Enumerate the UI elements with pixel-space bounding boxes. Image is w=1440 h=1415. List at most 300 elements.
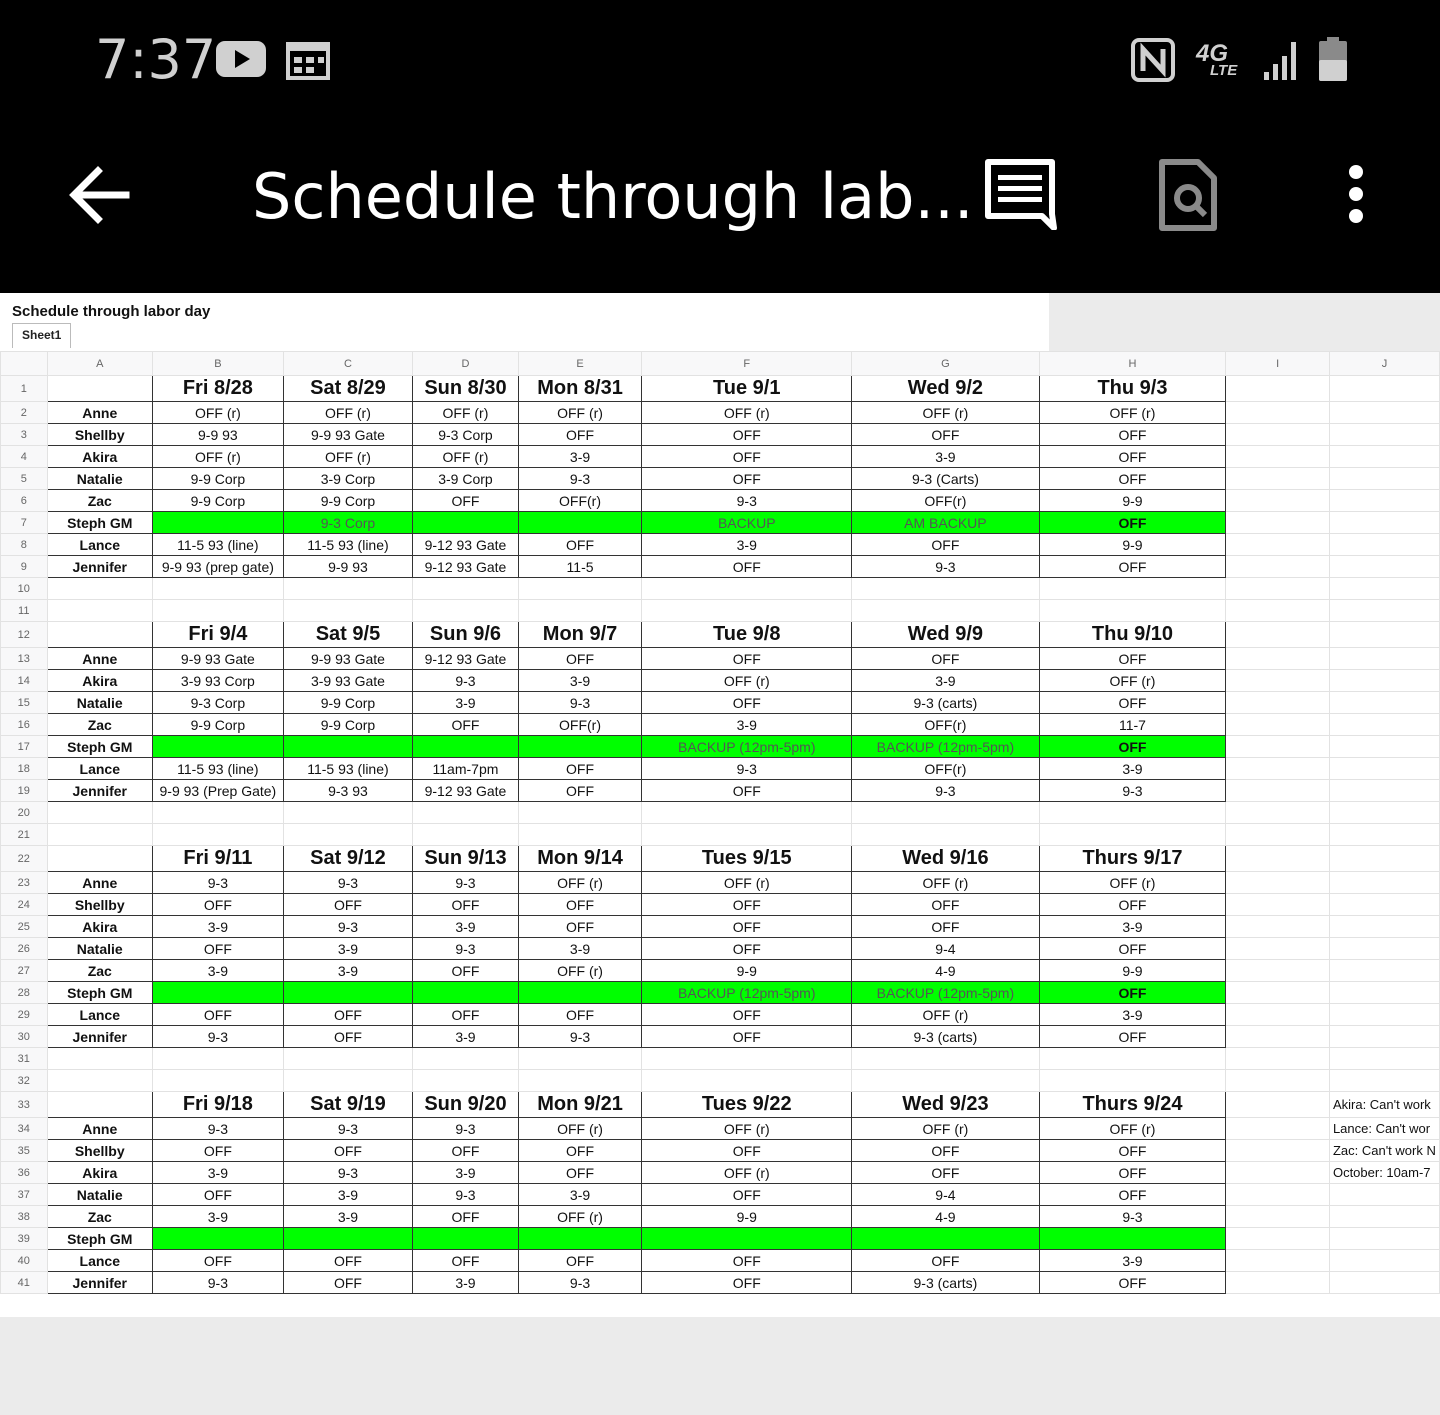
employee-name-cell[interactable]: Jennifer (47, 1026, 152, 1048)
empty-cell[interactable] (1226, 938, 1330, 960)
row-number[interactable]: 10 (1, 578, 48, 600)
empty-cell[interactable] (1226, 424, 1330, 446)
empty-cell[interactable] (1329, 534, 1439, 556)
row-number[interactable]: 34 (1, 1118, 48, 1140)
date-header-cell[interactable]: Sat 9/19 (283, 1092, 412, 1118)
shift-cell[interactable]: 9-9 Corp (283, 714, 412, 736)
empty-cell[interactable] (852, 578, 1039, 600)
shift-cell[interactable]: OFF (1039, 1026, 1226, 1048)
shift-cell[interactable]: OFF (152, 894, 283, 916)
row-number[interactable]: 5 (1, 468, 48, 490)
shift-cell[interactable]: OFF (642, 446, 852, 468)
empty-cell[interactable] (1329, 960, 1439, 982)
shift-cell[interactable]: OFF (r) (283, 402, 412, 424)
column-header[interactable]: A (47, 352, 152, 376)
shift-cell[interactable]: OFF (r) (518, 960, 641, 982)
shift-cell[interactable]: OFF (152, 938, 283, 960)
empty-cell[interactable] (1329, 982, 1439, 1004)
empty-cell[interactable] (1329, 1070, 1439, 1092)
shift-cell[interactable]: OFF (r) (518, 402, 641, 424)
row-number[interactable]: 6 (1, 490, 48, 512)
shift-cell[interactable]: OFF (852, 424, 1039, 446)
shift-cell[interactable]: OFF (642, 424, 852, 446)
employee-name-cell[interactable]: Steph GM (47, 512, 152, 534)
column-header[interactable]: D (413, 352, 519, 376)
empty-cell[interactable] (1226, 512, 1330, 534)
empty-cell[interactable] (1329, 1004, 1439, 1026)
shift-cell[interactable]: 11-7 (1039, 714, 1226, 736)
empty-cell[interactable] (1226, 1162, 1330, 1184)
date-header-cell[interactable]: Sat 9/5 (283, 622, 412, 648)
empty-cell[interactable] (1226, 376, 1330, 402)
empty-cell[interactable] (283, 1048, 412, 1070)
shift-cell[interactable]: 11-5 93 (line) (283, 534, 412, 556)
shift-cell[interactable]: OFF (518, 780, 641, 802)
shift-cell[interactable]: BACKUP (642, 512, 852, 534)
empty-cell[interactable] (1226, 1250, 1330, 1272)
shift-cell[interactable]: OFF (r) (852, 1004, 1039, 1026)
date-header-cell[interactable]: Sun 9/6 (413, 622, 519, 648)
shift-cell[interactable]: OFF (518, 648, 641, 670)
empty-cell[interactable] (1039, 600, 1226, 622)
column-header[interactable]: F (642, 352, 852, 376)
shift-cell[interactable]: 9-3 (413, 938, 519, 960)
row-number[interactable]: 4 (1, 446, 48, 468)
empty-cell[interactable] (1226, 1092, 1330, 1118)
shift-cell[interactable]: OFF (642, 894, 852, 916)
empty-cell[interactable] (1329, 468, 1439, 490)
shift-cell[interactable]: OFF (r) (413, 402, 519, 424)
column-header[interactable]: B (152, 352, 283, 376)
shift-cell[interactable]: OFF (642, 468, 852, 490)
shift-cell[interactable]: OFF (1039, 1140, 1226, 1162)
note-cell[interactable]: October: 10am-7 (1329, 1162, 1439, 1184)
shift-cell[interactable]: 11-5 93 (line) (283, 758, 412, 780)
shift-cell[interactable]: OFF(r) (518, 490, 641, 512)
shift-cell[interactable]: OFF(r) (852, 714, 1039, 736)
date-header-cell[interactable]: Fri 9/18 (152, 1092, 283, 1118)
empty-cell[interactable] (283, 600, 412, 622)
employee-name-cell[interactable]: Anne (47, 1118, 152, 1140)
row-number[interactable]: 39 (1, 1228, 48, 1250)
empty-cell[interactable] (1329, 824, 1439, 846)
employee-name-cell[interactable]: Natalie (47, 1184, 152, 1206)
shift-cell[interactable]: 9-3 (283, 1118, 412, 1140)
empty-cell[interactable] (1226, 622, 1330, 648)
date-header-cell[interactable]: Tues 9/15 (642, 846, 852, 872)
shift-cell[interactable]: BACKUP (12pm-5pm) (852, 736, 1039, 758)
date-header-cell[interactable]: Mon 9/14 (518, 846, 641, 872)
shift-cell[interactable]: 9-3 (1039, 1206, 1226, 1228)
shift-cell[interactable] (413, 982, 519, 1004)
shift-cell[interactable]: 3-9 (518, 1184, 641, 1206)
shift-cell[interactable]: 9-9 93 (283, 556, 412, 578)
empty-cell[interactable] (1329, 846, 1439, 872)
shift-cell[interactable]: OFF (152, 1250, 283, 1272)
column-header[interactable]: J (1329, 352, 1439, 376)
employee-name-cell[interactable]: Akira (47, 446, 152, 468)
date-header-cell[interactable]: Mon 8/31 (518, 376, 641, 402)
note-cell[interactable]: Lance: Can't wor (1329, 1118, 1439, 1140)
row-number[interactable]: 41 (1, 1272, 48, 1294)
empty-cell[interactable] (1329, 938, 1439, 960)
employee-name-cell[interactable]: Steph GM (47, 1228, 152, 1250)
row-number[interactable]: 17 (1, 736, 48, 758)
shift-cell[interactable]: 9-3 (413, 670, 519, 692)
empty-cell[interactable] (518, 802, 641, 824)
shift-cell[interactable]: OFF (283, 1026, 412, 1048)
empty-cell[interactable] (518, 578, 641, 600)
shift-cell[interactable]: 9-3 (carts) (852, 1272, 1039, 1294)
shift-cell[interactable]: 3-9 93 Gate (283, 670, 412, 692)
shift-cell[interactable]: AM BACKUP (852, 512, 1039, 534)
shift-cell[interactable] (413, 1228, 519, 1250)
shift-cell[interactable]: 9-3 (852, 780, 1039, 802)
shift-cell[interactable]: OFF (852, 534, 1039, 556)
empty-cell[interactable] (413, 578, 519, 600)
employee-name-cell[interactable] (47, 1092, 152, 1118)
empty-cell[interactable] (1039, 1070, 1226, 1092)
shift-cell[interactable]: OFF (283, 1250, 412, 1272)
shift-cell[interactable]: 9-3 93 (283, 780, 412, 802)
empty-cell[interactable] (1226, 1140, 1330, 1162)
date-header-cell[interactable]: Thu 9/3 (1039, 376, 1226, 402)
empty-cell[interactable] (852, 600, 1039, 622)
shift-cell[interactable]: BACKUP (12pm-5pm) (852, 982, 1039, 1004)
shift-cell[interactable] (283, 1228, 412, 1250)
empty-cell[interactable] (852, 824, 1039, 846)
shift-cell[interactable]: 9-3 (852, 556, 1039, 578)
empty-cell[interactable] (1226, 534, 1330, 556)
empty-cell[interactable] (642, 600, 852, 622)
shift-cell[interactable]: 9-3 (152, 1118, 283, 1140)
shift-cell[interactable]: 3-9 (1039, 916, 1226, 938)
shift-cell[interactable]: 11am-7pm (413, 758, 519, 780)
shift-cell[interactable]: OFF (283, 1004, 412, 1026)
shift-cell[interactable]: OFF (642, 916, 852, 938)
empty-cell[interactable] (1329, 894, 1439, 916)
empty-cell[interactable] (47, 1048, 152, 1070)
sheet-tab[interactable]: Sheet1 (12, 323, 71, 348)
employee-name-cell[interactable]: Lance (47, 534, 152, 556)
empty-cell[interactable] (1329, 648, 1439, 670)
shift-cell[interactable]: OFF (152, 1184, 283, 1206)
shift-cell[interactable]: OFF (413, 1004, 519, 1026)
shift-cell[interactable]: 9-3 (283, 872, 412, 894)
empty-cell[interactable] (413, 824, 519, 846)
spreadsheet-grid[interactable] (0, 351, 1440, 1317)
empty-cell[interactable] (47, 1070, 152, 1092)
shift-cell[interactable]: 3-9 (152, 916, 283, 938)
shift-cell[interactable]: OFF (413, 714, 519, 736)
empty-cell[interactable] (1226, 670, 1330, 692)
empty-cell[interactable] (642, 824, 852, 846)
shift-cell[interactable]: OFF (518, 1004, 641, 1026)
shift-cell[interactable]: OFF (642, 692, 852, 714)
shift-cell[interactable]: 4-9 (852, 960, 1039, 982)
date-header-cell[interactable]: Sat 9/12 (283, 846, 412, 872)
employee-name-cell[interactable]: Shellby (47, 1140, 152, 1162)
shift-cell[interactable]: OFF (r) (642, 1118, 852, 1140)
shift-cell[interactable]: 11-5 (518, 556, 641, 578)
shift-cell[interactable]: 9-3 (413, 872, 519, 894)
shift-cell[interactable]: 3-9 (518, 446, 641, 468)
empty-cell[interactable] (152, 600, 283, 622)
shift-cell[interactable]: OFF (642, 1250, 852, 1272)
shift-cell[interactable]: OFF (r) (413, 446, 519, 468)
shift-cell[interactable]: 9-3 (Carts) (852, 468, 1039, 490)
row-number[interactable]: 23 (1, 872, 48, 894)
employee-name-cell[interactable]: Anne (47, 648, 152, 670)
empty-cell[interactable] (1226, 446, 1330, 468)
shift-cell[interactable]: 3-9 (283, 1184, 412, 1206)
empty-cell[interactable] (283, 824, 412, 846)
employee-name-cell[interactable]: Jennifer (47, 780, 152, 802)
empty-cell[interactable] (642, 1048, 852, 1070)
empty-cell[interactable] (1329, 1250, 1439, 1272)
date-header-cell[interactable]: Thu 9/10 (1039, 622, 1226, 648)
row-number[interactable]: 14 (1, 670, 48, 692)
shift-cell[interactable]: OFF (852, 1162, 1039, 1184)
employee-name-cell[interactable]: Akira (47, 670, 152, 692)
shift-cell[interactable]: 3-9 Corp (413, 468, 519, 490)
shift-cell[interactable]: OFF (642, 1004, 852, 1026)
shift-cell[interactable]: 9-3 (283, 916, 412, 938)
shift-cell[interactable]: OFF(r) (852, 490, 1039, 512)
shift-cell[interactable]: 3-9 (1039, 1004, 1226, 1026)
shift-cell[interactable] (518, 736, 641, 758)
date-header-cell[interactable]: Thurs 9/17 (1039, 846, 1226, 872)
shift-cell[interactable]: 3-9 (283, 938, 412, 960)
shift-cell[interactable]: 9-3 (642, 490, 852, 512)
row-number[interactable]: 13 (1, 648, 48, 670)
date-header-cell[interactable]: Sun 9/13 (413, 846, 519, 872)
row-number[interactable]: 15 (1, 692, 48, 714)
shift-cell[interactable]: OFF (1039, 894, 1226, 916)
row-number[interactable]: 9 (1, 556, 48, 578)
empty-cell[interactable] (1226, 846, 1330, 872)
empty-cell[interactable] (1329, 376, 1439, 402)
shift-cell[interactable]: 9-3 (152, 1272, 283, 1294)
row-number[interactable]: 12 (1, 622, 48, 648)
empty-cell[interactable] (152, 1048, 283, 1070)
shift-cell[interactable]: OFF (852, 894, 1039, 916)
row-number[interactable]: 38 (1, 1206, 48, 1228)
shift-cell[interactable]: OFF (r) (852, 872, 1039, 894)
shift-cell[interactable]: 9-9 Corp (283, 490, 412, 512)
date-header-cell[interactable]: Fri 9/4 (152, 622, 283, 648)
row-number[interactable]: 18 (1, 758, 48, 780)
column-header[interactable]: H (1039, 352, 1226, 376)
shift-cell[interactable]: OFF (r) (152, 446, 283, 468)
empty-cell[interactable] (852, 802, 1039, 824)
shift-cell[interactable]: 3-9 (413, 1026, 519, 1048)
shift-cell[interactable]: OFF (413, 1140, 519, 1162)
empty-cell[interactable] (1329, 600, 1439, 622)
row-number[interactable]: 37 (1, 1184, 48, 1206)
shift-cell[interactable]: 9-3 Corp (152, 692, 283, 714)
date-header-cell[interactable]: Mon 9/21 (518, 1092, 641, 1118)
shift-cell[interactable]: OFF (1039, 1272, 1226, 1294)
empty-cell[interactable] (152, 824, 283, 846)
shift-cell[interactable]: OFF (642, 780, 852, 802)
empty-cell[interactable] (1039, 1048, 1226, 1070)
empty-cell[interactable] (1226, 780, 1330, 802)
empty-cell[interactable] (1226, 1070, 1330, 1092)
shift-cell[interactable]: 3-9 (283, 960, 412, 982)
date-header-cell[interactable]: Sun 8/30 (413, 376, 519, 402)
shift-cell[interactable]: OFF (r) (1039, 1118, 1226, 1140)
column-header[interactable]: E (518, 352, 641, 376)
shift-cell[interactable]: OFF (518, 424, 641, 446)
shift-cell[interactable]: 9-9 93 (152, 424, 283, 446)
row-number[interactable]: 21 (1, 824, 48, 846)
shift-cell[interactable]: OFF (518, 1162, 641, 1184)
shift-cell[interactable]: 9-9 93 (prep gate) (152, 556, 283, 578)
shift-cell[interactable]: 9-9 Corp (152, 468, 283, 490)
shift-cell[interactable]: 3-9 (152, 1206, 283, 1228)
empty-cell[interactable] (413, 1070, 519, 1092)
row-number[interactable]: 7 (1, 512, 48, 534)
empty-cell[interactable] (1329, 1026, 1439, 1048)
date-header-cell[interactable]: Wed 9/9 (852, 622, 1039, 648)
empty-cell[interactable] (1226, 556, 1330, 578)
column-header[interactable]: C (283, 352, 412, 376)
empty-cell[interactable] (1039, 802, 1226, 824)
row-number[interactable]: 32 (1, 1070, 48, 1092)
shift-cell[interactable]: 3-9 (413, 692, 519, 714)
shift-cell[interactable]: OFF (518, 916, 641, 938)
shift-cell[interactable] (413, 736, 519, 758)
empty-cell[interactable] (1329, 424, 1439, 446)
empty-cell[interactable] (518, 1048, 641, 1070)
shift-cell[interactable]: 9-3 (283, 1162, 412, 1184)
shift-cell[interactable]: OFF (852, 648, 1039, 670)
shift-cell[interactable]: 9-3 (518, 1272, 641, 1294)
empty-cell[interactable] (1226, 894, 1330, 916)
row-number[interactable]: 16 (1, 714, 48, 736)
empty-cell[interactable] (47, 802, 152, 824)
shift-cell[interactable]: OFF (642, 1272, 852, 1294)
row-number[interactable]: 11 (1, 600, 48, 622)
date-header-cell[interactable]: Sun 9/20 (413, 1092, 519, 1118)
employee-name-cell[interactable]: Natalie (47, 468, 152, 490)
row-number[interactable]: 40 (1, 1250, 48, 1272)
empty-cell[interactable] (1329, 1272, 1439, 1294)
employee-name-cell[interactable]: Steph GM (47, 736, 152, 758)
shift-cell[interactable]: 9-3 (152, 872, 283, 894)
empty-cell[interactable] (1226, 824, 1330, 846)
back-arrow-icon[interactable] (68, 165, 130, 225)
empty-cell[interactable] (1226, 1184, 1330, 1206)
note-cell[interactable]: Zac: Can't work N (1329, 1140, 1439, 1162)
shift-cell[interactable]: OFF (1039, 424, 1226, 446)
row-number[interactable]: 36 (1, 1162, 48, 1184)
shift-cell[interactable] (518, 512, 641, 534)
shift-cell[interactable]: OFF (1039, 446, 1226, 468)
date-header-cell[interactable]: Fri 8/28 (152, 376, 283, 402)
shift-cell[interactable]: OFF (r) (642, 1162, 852, 1184)
shift-cell[interactable]: 11-5 93 (line) (152, 534, 283, 556)
row-number[interactable]: 20 (1, 802, 48, 824)
shift-cell[interactable]: OFF (413, 894, 519, 916)
empty-cell[interactable] (518, 1070, 641, 1092)
empty-cell[interactable] (1226, 736, 1330, 758)
empty-cell[interactable] (642, 1070, 852, 1092)
empty-cell[interactable] (1226, 802, 1330, 824)
shift-cell[interactable]: 9-9 93 Gate (152, 648, 283, 670)
employee-name-cell[interactable]: Natalie (47, 692, 152, 714)
empty-cell[interactable] (1329, 780, 1439, 802)
shift-cell[interactable]: OFF (1039, 938, 1226, 960)
shift-cell[interactable]: OFF (1039, 468, 1226, 490)
empty-cell[interactable] (1226, 692, 1330, 714)
row-number[interactable]: 33 (1, 1092, 48, 1118)
employee-name-cell[interactable]: Zac (47, 960, 152, 982)
employee-name-cell[interactable]: Zac (47, 1206, 152, 1228)
date-header-cell[interactable]: Sat 8/29 (283, 376, 412, 402)
shift-cell[interactable]: 3-9 (642, 534, 852, 556)
empty-cell[interactable] (852, 1070, 1039, 1092)
row-number[interactable]: 27 (1, 960, 48, 982)
shift-cell[interactable]: OFF (413, 960, 519, 982)
empty-cell[interactable] (152, 578, 283, 600)
empty-cell[interactable] (413, 802, 519, 824)
row-number[interactable]: 28 (1, 982, 48, 1004)
empty-cell[interactable] (47, 824, 152, 846)
shift-cell[interactable]: OFF (r) (283, 446, 412, 468)
empty-cell[interactable] (1329, 736, 1439, 758)
empty-cell[interactable] (1226, 714, 1330, 736)
employee-name-cell[interactable]: Lance (47, 1004, 152, 1026)
shift-cell[interactable]: 9-3 Corp (283, 512, 412, 534)
date-header-cell[interactable]: Thurs 9/24 (1039, 1092, 1226, 1118)
empty-cell[interactable] (1329, 1184, 1439, 1206)
shift-cell[interactable]: OFF (r) (642, 872, 852, 894)
column-header[interactable]: I (1226, 352, 1330, 376)
employee-name-cell[interactable]: Akira (47, 1162, 152, 1184)
shift-cell[interactable]: OFF (r) (152, 402, 283, 424)
shift-cell[interactable]: OFF (r) (518, 1206, 641, 1228)
shift-cell[interactable]: 9-9 (642, 960, 852, 982)
shift-cell[interactable]: 9-3 (1039, 780, 1226, 802)
shift-cell[interactable] (642, 1228, 852, 1250)
empty-cell[interactable] (1226, 578, 1330, 600)
shift-cell[interactable] (518, 982, 641, 1004)
shift-cell[interactable]: OFF(r) (852, 758, 1039, 780)
empty-cell[interactable] (518, 600, 641, 622)
empty-cell[interactable] (1226, 1026, 1330, 1048)
shift-cell[interactable]: 3-9 (518, 938, 641, 960)
empty-cell[interactable] (1329, 802, 1439, 824)
employee-name-cell[interactable]: Natalie (47, 938, 152, 960)
employee-name-cell[interactable]: Jennifer (47, 1272, 152, 1294)
shift-cell[interactable]: 9-9 93 Gate (283, 424, 412, 446)
empty-cell[interactable] (1329, 916, 1439, 938)
shift-cell[interactable]: 9-4 (852, 938, 1039, 960)
empty-cell[interactable] (413, 600, 519, 622)
shift-cell[interactable]: BACKUP (12pm-5pm) (642, 736, 852, 758)
shift-cell[interactable]: OFF (518, 1140, 641, 1162)
find-in-page-icon[interactable] (1158, 158, 1218, 232)
shift-cell[interactable]: 9-9 93 (Prep Gate) (152, 780, 283, 802)
employee-name-cell[interactable]: Lance (47, 758, 152, 780)
shift-cell[interactable]: 9-3 Corp (413, 424, 519, 446)
shift-cell[interactable]: OFF (852, 916, 1039, 938)
shift-cell[interactable]: OFF (642, 648, 852, 670)
shift-cell[interactable]: OFF (r) (1039, 872, 1226, 894)
date-header-cell[interactable]: Tue 9/8 (642, 622, 852, 648)
